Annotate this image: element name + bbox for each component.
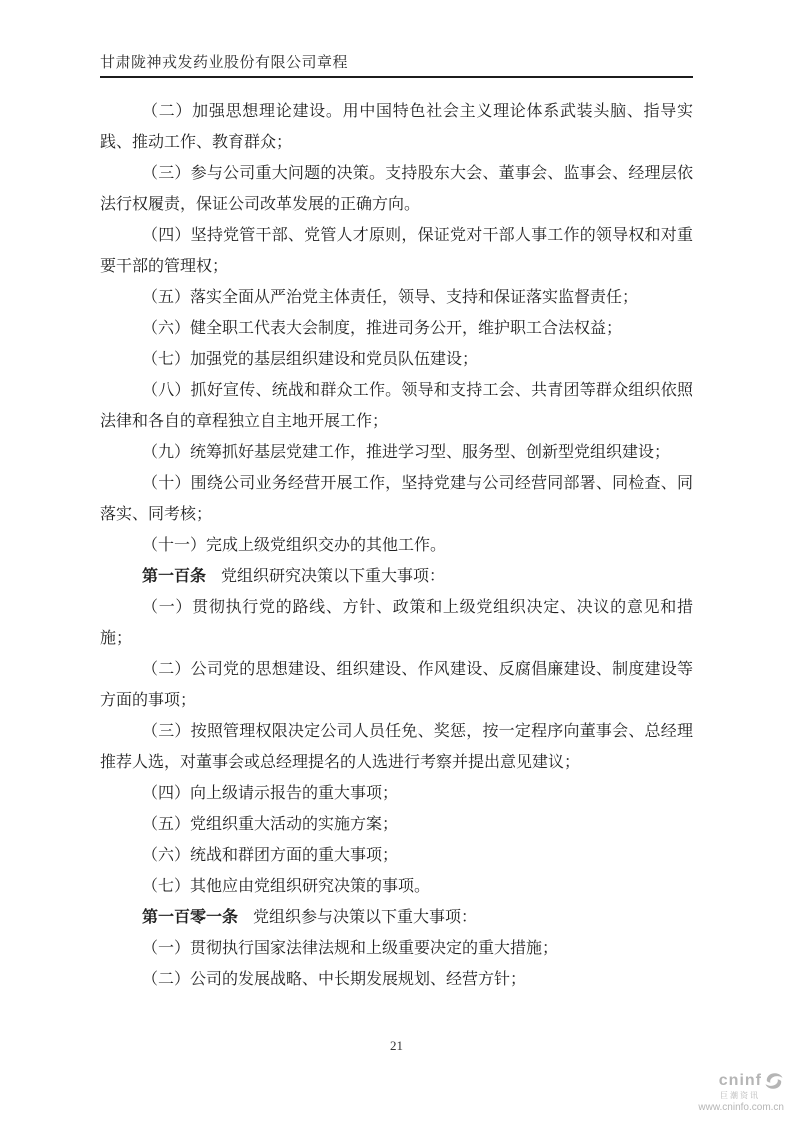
paragraph xyxy=(100,592,693,654)
paragraph-text: （一）贯彻执行国家法律法规和上级重要决定的重大措施； xyxy=(142,940,559,957)
paragraph-text: （九）统筹抓好基层党建工作，推进学习型、服务型、创新型党组织建设； xyxy=(142,444,671,461)
paragraph xyxy=(100,809,693,840)
document-body xyxy=(100,96,693,995)
paragraph-text: （十）围绕公司业务经营开展工作，坚持党建与公司经营同部署、同检查、同落实、同考核； xyxy=(100,475,693,523)
page-number: 21 xyxy=(390,1038,403,1053)
paragraph xyxy=(100,716,693,778)
paragraph-text: （一）贯彻执行党的路线、方针、政策和上级党组织决定、决议的意见和措施； xyxy=(100,599,693,647)
paragraph xyxy=(100,375,693,437)
paragraph xyxy=(100,964,693,995)
paragraph-text: （六）健全职工代表大会制度，推进司务公开，维护职工合法权益； xyxy=(142,320,623,337)
paragraph xyxy=(100,778,693,809)
paragraph-text: 党组织研究决策以下重大事项： xyxy=(221,568,446,585)
paragraph xyxy=(100,220,693,282)
cninfo-chinese-name: 巨潮资讯 xyxy=(720,1091,760,1100)
paragraph-text: （五）落实全面从严治党主体责任，领导、支持和保证落实监督责任； xyxy=(142,289,639,306)
paragraph-text: （七）其他应由党组织研究决策的事项。 xyxy=(142,878,431,895)
paragraph xyxy=(100,468,693,530)
cninfo-swirl-icon xyxy=(764,1072,784,1090)
paragraph xyxy=(100,871,693,902)
paragraph xyxy=(100,840,693,871)
paragraph-text: （六）统战和群团方面的重大事项； xyxy=(142,847,399,864)
paragraph xyxy=(100,530,693,561)
paragraph-text: （五）党组织重大活动的实施方案； xyxy=(142,816,399,833)
paragraph xyxy=(100,902,693,933)
paragraph xyxy=(100,933,693,964)
document-title: 甘肃陇神戎发药业股份有限公司章程 xyxy=(100,55,349,71)
paragraph xyxy=(100,561,693,592)
paragraph-text: （三）按照管理权限决定公司人员任免、奖惩，按一定程序向董事会、总经理推荐人选，对董事会或总经理提名的人选进行考察并提出意见建议； xyxy=(100,723,693,771)
article-number: 第一百条 xyxy=(142,568,207,585)
paragraph-text: 党组织参与决策以下重大事项： xyxy=(253,909,478,926)
cninfo-watermark xyxy=(664,1072,784,1113)
paragraph xyxy=(100,344,693,375)
cninfo-brand-text: cninf xyxy=(718,1072,762,1089)
paragraph-text: （七）加强党的基层组织建设和党员队伍建设； xyxy=(142,351,479,368)
paragraph-text: （二）公司党的思想建设、组织建设、作风建设、反腐倡廉建设、制度建设等方面的事项； xyxy=(100,661,693,709)
paragraph xyxy=(100,437,693,468)
paragraph-text: （四）坚持党管干部、党管人才原则，保证党对干部人事工作的领导权和对重要干部的管理权； xyxy=(100,227,693,275)
paragraph-text: （二）加强思想理论建设。用中国特色社会主义理论体系武装头脑、指导实践、推动工作、教育群众； xyxy=(100,103,693,151)
paragraph-text: （十一）完成上级党组织交办的其他工作。 xyxy=(142,537,447,554)
paragraph xyxy=(100,158,693,220)
paragraph xyxy=(100,96,693,158)
paragraph xyxy=(100,313,693,344)
article-number: 第一百零一条 xyxy=(142,909,239,926)
paragraph-text: （二）公司的发展战略、中长期发展规划、经营方针； xyxy=(142,971,527,988)
paragraph xyxy=(100,282,693,313)
paragraph-text: （四）向上级请示报告的重大事项； xyxy=(142,785,399,802)
cninfo-url: www.cninfo.com.cn xyxy=(698,1102,784,1113)
paragraph-text: （八）抓好宣传、统战和群众工作。领导和支持工会、共青团等群众组织依照法律和各自的章程独立自主地开展工作； xyxy=(100,382,693,430)
page-header xyxy=(100,54,693,78)
paragraph xyxy=(100,654,693,716)
paragraph-text: （三）参与公司重大问题的决策。支持股东大会、董事会、监事会、经理层依法行权履责，保证公司改革发展的正确方向。 xyxy=(100,165,693,213)
cninfo-brand-row xyxy=(664,1072,784,1090)
